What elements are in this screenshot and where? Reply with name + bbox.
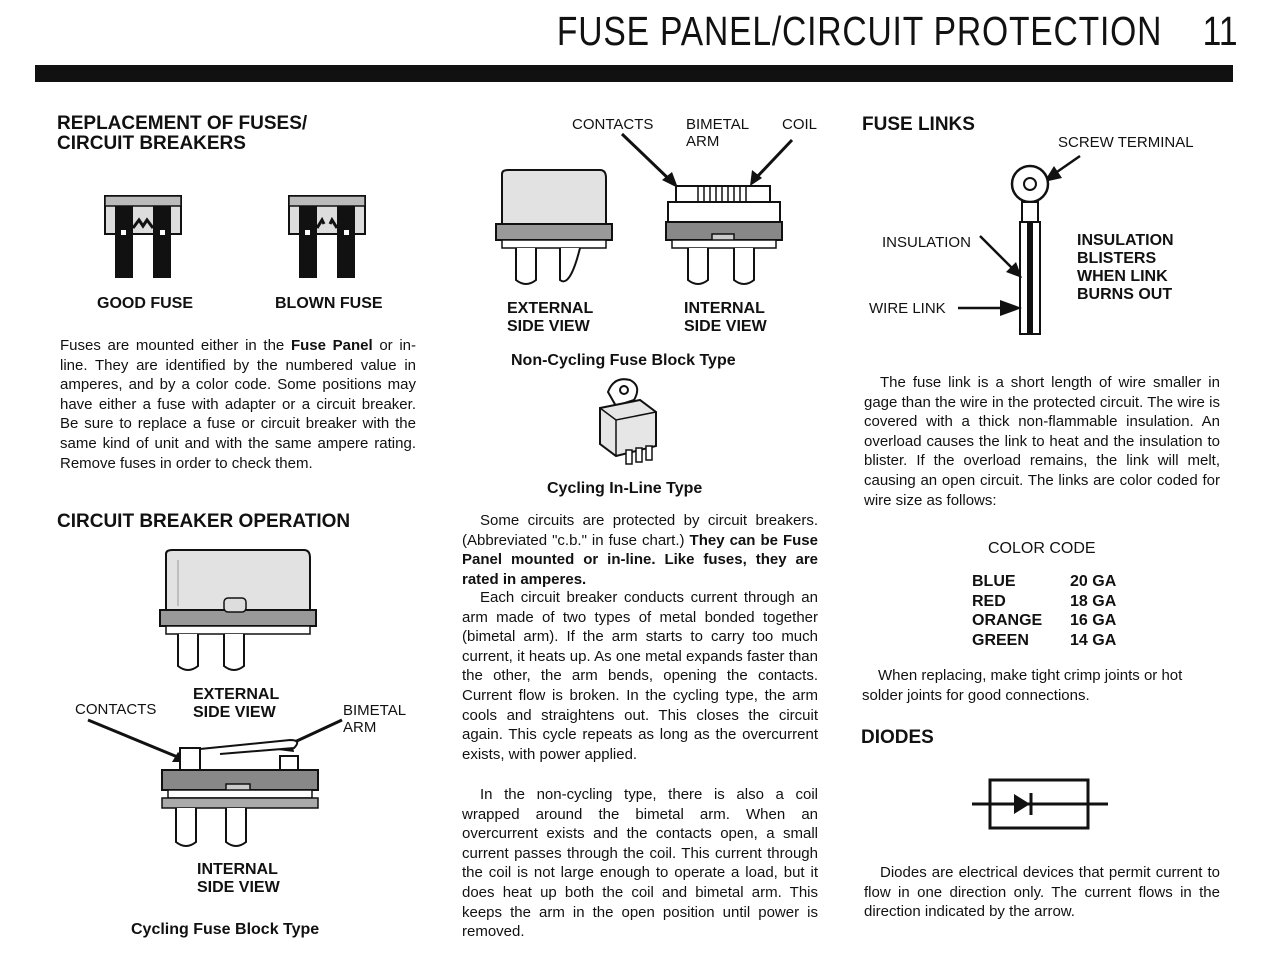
mid-coil-label: COIL — [782, 116, 818, 133]
replacement-heading: REPLACEMENT OF FUSES/ CIRCUIT BREAKERS — [57, 113, 308, 154]
table-row: GREEN 14 GA — [972, 631, 1117, 649]
color-code-table — [972, 572, 1116, 650]
breaker-internal-icon — [80, 718, 380, 858]
noncycling-breakers-icon — [494, 134, 794, 294]
page-title: FUSE PANEL/CIRCUIT PROTECTION — [556, 8, 1162, 54]
left-internal-side-view: INTERNAL SIDE VIEW — [197, 861, 280, 896]
good-fuse-label: GOOD FUSE — [97, 295, 194, 312]
table-row: RED 18 GA — [972, 592, 1117, 610]
diode-icon — [972, 778, 1108, 830]
cycling-fuse-block-caption: Cycling Fuse Block Type — [131, 921, 320, 938]
table-row: BLUE 20 GA — [972, 573, 1117, 590]
mid-paragraph-1: Some circuits are protected by circuit breakers. (Abbreviated "c.b." in fuse chart.) They can be Fuse Panel mounted or in-line. Like fuses, they are rated in amperes. — [462, 512, 818, 588]
inline-breaker-icon — [590, 372, 670, 472]
insulation-label: INSULATION — [882, 234, 971, 251]
noncycling-caption: Non-Cycling Fuse Block Type — [511, 352, 736, 369]
fuse-links-heading: FUSE LINKS — [862, 114, 975, 135]
inline-caption: Cycling In-Line Type — [547, 480, 703, 497]
mid-internal-side-view: INTERNAL SIDE VIEW — [684, 300, 767, 335]
color-code-title: COLOR CODE — [988, 540, 1096, 557]
fuse-links-paragraph: The fuse link is a short length of wire smaller in gage than the wire in the protected circuit. The wire is covered with a thick non-flammable insulation. An overload causes the link to heat and the insulation to blister. If the overload remains, the link will melt, causing an open circuit. The links are color coded for wire size as follows: — [864, 374, 1220, 509]
diodes-paragraph: Diodes are electrical devices that permit current to flow in one direction only. The current flows in the direction indicated by the arrow. — [864, 864, 1220, 921]
insulation-blisters-label: INSULATION BLISTERS WHEN LINK BURNS OUT — [1077, 232, 1174, 303]
blown-fuse-label: BLOWN FUSE — [275, 295, 383, 312]
left-bimetal-arm-label: BIMETAL ARM — [343, 702, 406, 736]
fuses-paragraph: Fuses are mounted either in the Fuse Panel or in-line. They are identified by the numbered value in amperes, and by a color code. Some positions may have either a fuse with adapter or a circuit breaker. Be sure to replace a fuse or circuit breaker with the same kind of unit and with the same ampere rating. Remove fuses in order to check them. — [60, 337, 416, 472]
circuit-breaker-heading: CIRCUIT BREAKER OPERATION — [57, 511, 351, 532]
table-row: ORANGE 16 GA — [972, 612, 1117, 629]
mid-paragraph-2: Each circuit breaker conducts current through an arm made of two types of metal bonded together (bimetal arm). If the arm starts to carry too much current, it heats up. As one metal expands faster than the other, the arm bends, opening the contacts. Current flow is broken. In the cycling type, the arm cools and straightens out. This closes the circuit again. This cycle repeats as long as the overcurrent exists, with power applied. — [462, 589, 818, 763]
left-contacts-label: CONTACTS — [75, 701, 157, 718]
page-number: 11 — [1203, 8, 1238, 54]
mid-external-side-view: EXTERNAL SIDE VIEW — [507, 300, 593, 335]
breaker-external-icon — [158, 548, 318, 678]
screw-terminal-label: SCREW TERMINAL — [1058, 134, 1194, 151]
header-rule — [35, 65, 1233, 82]
mid-contacts-label: CONTACTS — [572, 116, 654, 133]
mid-bimetal-arm-label: BIMETAL ARM — [686, 116, 749, 150]
wire-link-label: WIRE LINK — [869, 300, 946, 317]
fuse-link-icon — [950, 150, 1080, 340]
diodes-heading: DIODES — [861, 727, 934, 748]
left-external-side-view: EXTERNAL SIDE VIEW — [193, 686, 279, 721]
blown-fuse-icon — [287, 192, 367, 282]
mid-paragraph-3: In the non-cycling type, there is also a coil wrapped around the bimetal arm. When an overcurrent exists and the contacts open, a small current passes through the coil. This current through the coil is not large enough to operate a load, but it does heat up both the coil and bimetal arm. This keeps the arm in the open position until power is removed. — [462, 786, 818, 941]
good-fuse-icon — [103, 192, 183, 282]
replacing-paragraph: When replacing, make tight crimp joints or hot solder joints for good connections. — [862, 667, 1183, 704]
